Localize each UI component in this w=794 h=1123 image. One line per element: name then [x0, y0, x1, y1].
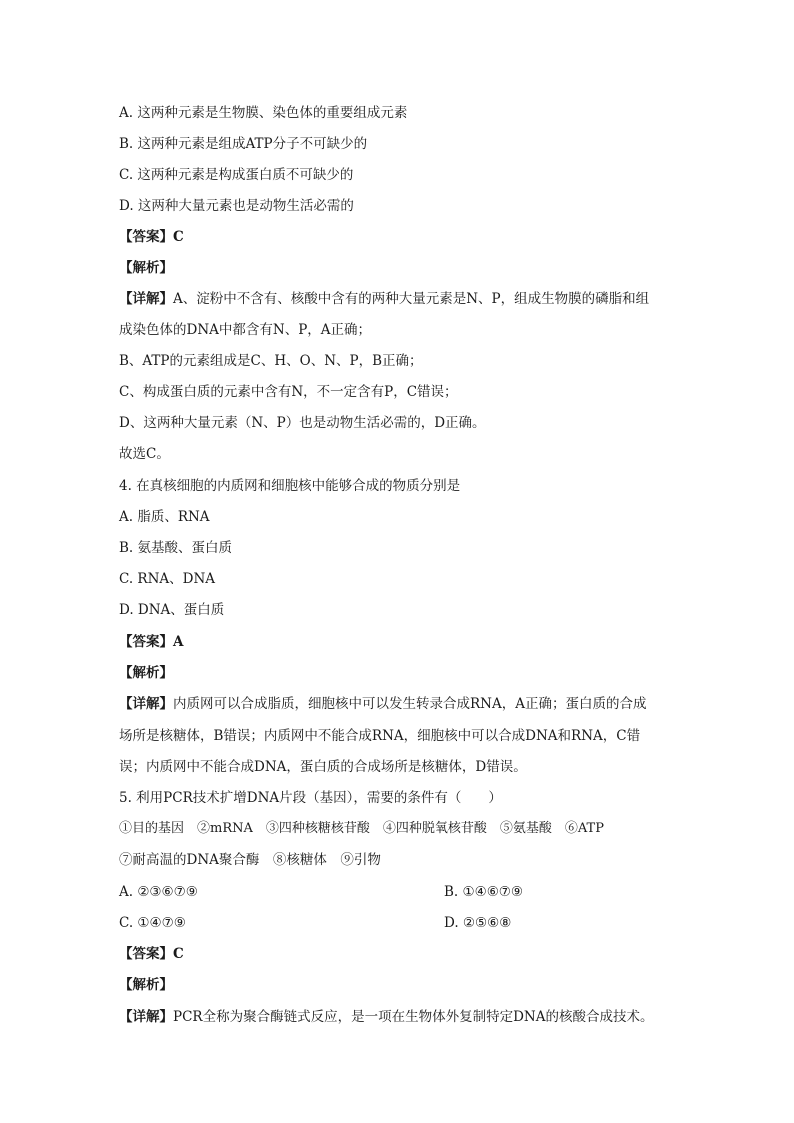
q5-option-a: A. ②③⑥⑦⑨	[119, 884, 198, 900]
q3-detail-label: 【详解】	[119, 291, 173, 307]
q3-option-b: B. 这两种元素是组成ATP分子不可缺少的	[119, 136, 368, 152]
q5-detail-label: 【详解】	[119, 1009, 173, 1025]
q4-option-c: C. RNA、DNA	[119, 571, 216, 587]
q5-analysis-label: 【解析】	[119, 977, 173, 993]
q5-stem: 5. 利用PCR技术扩增DNA片段（基因），需要的条件有（ ）	[119, 790, 502, 806]
q3-detail-text-1: A、淀粉中不含有、核酸中含有的两种大量元素是N、P，组成生物膜的磷脂和组	[173, 291, 650, 307]
q3-analysis-label: 【解析】	[119, 260, 173, 276]
q3-detail-line-5: D、这两种大量元素（N、P）也是动物生活必需的，D正确。	[119, 415, 486, 431]
q3-option-c: C. 这两种元素是构成蛋白质不可缺少的	[119, 167, 354, 183]
q4-stem: 4. 在真核细胞的内质网和细胞核中能够合成的物质分别是	[119, 478, 461, 494]
q3-detail-line-6: 故选C。	[119, 446, 170, 462]
q4-option-b: B. 氨基酸、蛋白质	[119, 540, 233, 556]
q4-analysis-label: 【解析】	[119, 665, 173, 681]
q3-option-a: A. 这两种元素是生物膜、染色体的重要组成元素	[119, 105, 408, 121]
q5-answer: 【答案】C	[119, 946, 184, 962]
q4-answer: 【答案】A	[119, 634, 184, 650]
q4-option-d: D. DNA、蛋白质	[119, 602, 225, 618]
q3-answer: 【答案】C	[119, 229, 184, 245]
q3-detail-line-4: C、构成蛋白质的元素中含有N，不一定含有P，C错误；	[119, 384, 458, 400]
q3-detail-line-1	[119, 290, 649, 308]
q4-detail-line-1	[119, 695, 646, 713]
q4-detail-text-1: 内质网可以合成脂质，细胞核中可以发生转录合成RNA，A正确；蛋白质的合成	[173, 696, 647, 712]
q5-detail-line-1	[119, 1008, 653, 1026]
q3-detail-line-2: 成染色体的DNA中都含有N、P，A正确；	[119, 322, 372, 338]
q4-detail-label: 【详解】	[119, 696, 173, 712]
q5-conditions-line-1: ①目的基因 ②mRNA ③四种核糖核苷酸 ④四种脱氧核苷酸 ⑤氨基酸 ⑥ATP	[119, 821, 604, 836]
q4-detail-line-2: 场所是核糖体，B错误；内质网中不能合成RNA，细胞核中可以合成DNA和RNA，C错	[119, 728, 641, 744]
q3-detail-line-3: B、ATP的元素组成是C、H、O、N、P，B正确；	[119, 353, 423, 369]
q4-detail-line-3: 误；内质网中不能合成DNA，蛋白质的合成场所是核糖体，D错误。	[119, 759, 527, 775]
q5-conditions-line-2: ⑦耐高温的DNA聚合酶 ⑧核糖体 ⑨引物	[119, 852, 381, 868]
q4-option-a: A. 脂质、RNA	[119, 509, 210, 525]
q5-option-b: B. ①④⑥⑦⑨	[444, 884, 524, 900]
q5-option-c: C. ①④⑦⑨	[119, 915, 186, 931]
q3-option-d: D. 这两种大量元素也是动物生活必需的	[119, 198, 354, 214]
q5-detail-text-1: PCR全称为聚合酶链式反应，是一项在生物体外复制特定DNA的核酸合成技术。	[173, 1009, 654, 1025]
q5-option-d: D. ②⑤⑥⑧	[444, 915, 512, 931]
